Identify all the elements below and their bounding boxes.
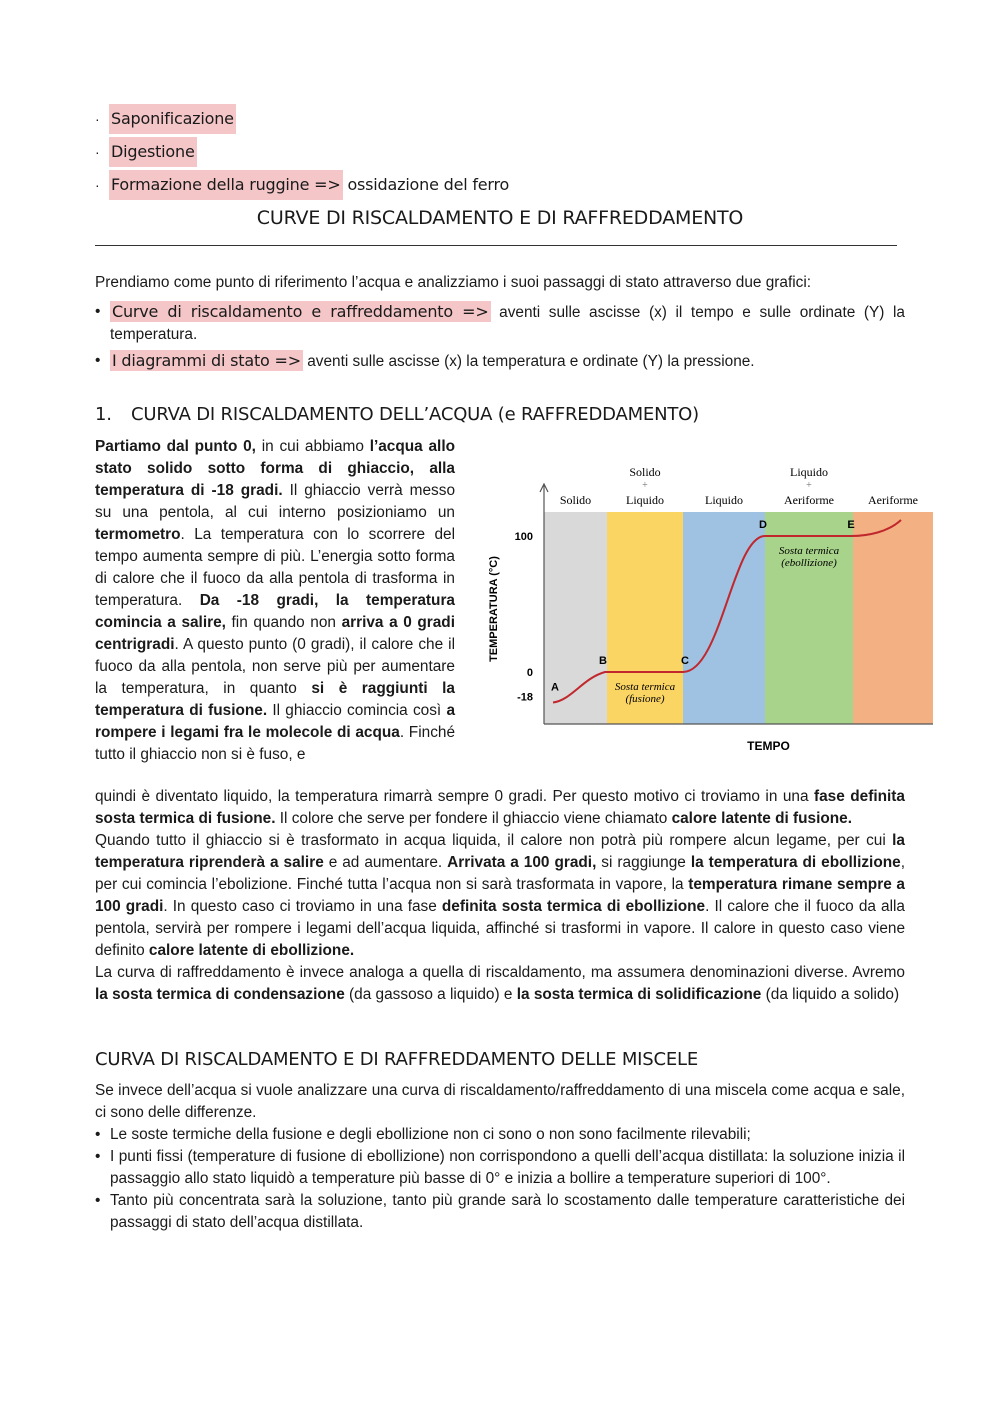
y-tick-label: -18: [517, 691, 533, 704]
list-item-text: aventi sulle ascisse (x) la temperatura e ordinate (Y) la pressione.: [302, 353, 755, 370]
point-label: C: [681, 655, 689, 667]
list-item-text: aventi sulle ascisse (x) il tempo e sulle ordinate (Y) la temperatura.: [110, 304, 905, 343]
point-label: D: [759, 519, 767, 531]
bullet-icon: •: [95, 1148, 101, 1165]
bullet-mark: ·: [95, 110, 100, 127]
bullet-icon: •: [95, 1126, 101, 1143]
point-label: B: [599, 655, 607, 667]
section-heading: CURVA DI RISCALDAMENTO E DI RAFFREDDAMENTO DELLE MISCELE: [95, 1049, 699, 1070]
phase-label: Liquido: [705, 493, 743, 507]
section-heading: [95, 404, 699, 426]
wrapped-paragraph: Partiamo dal punto 0, in cui abbiamo l’acqua allo stato solido sotto forma di ghiaccio, alla temperatura di -18 gradi. Il ghiaccio verrà messo su una pentola, al cui interno posizioniamo un termometro. La temperatura con lo scorrere del tempo aumenta sempre di più. L’energia sotto forma di calore che il fuoco da alla pentola di trasforma in temperatura. Da -18 gradi, la temperatura comincia a salire, fin quando non arriva a 0 gradi centrigradi. A questo punto (0 gradi), il calore che il fuoco da alla pentola, non serve più per aumentare la temperatura, in quanto si è raggiunti la temperatura di fusione. Il ghiaccio comincia così a rompere i legami fra le molecole di acqua. Finché tutto il ghiaccio non si è fuso, e: [95, 438, 456, 763]
list-item: [95, 350, 905, 373]
list-item: • Le soste termiche della fusione e degli ebollizione non ci sono o non sono facilmente rilevabili;: [95, 1124, 905, 1146]
bullet-mark: ·: [95, 143, 100, 160]
phase-label: Aeriforme: [784, 493, 834, 507]
highlighted-label: I diagrammi di stato =>: [112, 351, 301, 370]
phase-label-top: Solido: [629, 465, 661, 479]
phase-label-top: Liquido: [790, 465, 828, 479]
annotation-line1: Sosta termica: [778, 545, 840, 557]
phase-label: Liquido: [626, 493, 664, 507]
annotation-line1: Sosta termica: [614, 681, 676, 693]
bullet-icon: •: [95, 303, 101, 320]
phase-label-plus: +: [642, 480, 648, 491]
bullet-icon: •: [95, 1192, 101, 1209]
title-underline: [95, 245, 897, 246]
highlighted-label: Formazione della ruggine =>: [109, 170, 343, 200]
section-number: 1.: [95, 404, 112, 425]
y-tick-label: 0: [526, 667, 533, 679]
paragraph: quindi è diventato liquido, la temperatura rimarrà sempre 0 gradi. Per questo motivo ci troviamo in una fase definita sosta termica di fusione. Il colore che serve per fondere il ghiaccio viene chiamato calore latente di fusione.: [95, 788, 905, 827]
chart-svg: [483, 460, 935, 760]
list-item: [95, 135, 509, 168]
y-tick-label: 100: [514, 531, 533, 543]
intro-list: [95, 301, 905, 377]
heating-curve-chart: [483, 460, 935, 760]
phase-label-plus: +: [806, 480, 812, 491]
highlighted-label: Curve di riscaldamento e raffreddamento =>: [112, 302, 489, 321]
point-label: E: [847, 519, 855, 531]
point-label: A: [551, 681, 559, 694]
list-item: [95, 168, 509, 201]
phase-label: Aeriforme: [868, 493, 918, 507]
paragraph: Se invece dell’acqua si vuole analizzare una curva di riscaldamento/raffreddamento di una miscela come acqua e sale, ci sono delle differenze.: [95, 1082, 905, 1121]
bullet-icon: •: [95, 352, 101, 369]
phase-band: [853, 512, 933, 724]
section-title: CURVE DI RISCALDAMENTO E DI RAFFREDDAMENTO: [256, 207, 744, 229]
phase-label: Solido: [559, 493, 592, 507]
list-item: [95, 102, 509, 135]
highlighted-label: Saponificazione: [109, 104, 236, 134]
list-item-tail: ossidazione del ferro: [342, 174, 510, 194]
list-item: • I punti fissi (temperature di fusione di ebollizione) non corrispondono a quelli dell’acqua distillata: la soluzione inizia il passaggio allo stato liquidò a temperature più basse di 0° e inizia a bollire a temperature superiori di 100°.: [95, 1146, 905, 1190]
intro-paragraph: Prendiamo come punto di riferimento l’acqua e analizziamo i suoi passaggi di stato attraverso due grafici:: [95, 274, 812, 291]
list-item: • Tanto più concentrata sarà la soluzione, tanto più grande sarà lo scostamento dalle temperature caratteristiche dei passaggi di stato dell’acqua distillata.: [95, 1190, 905, 1234]
x-axis-label: TEMPO: [747, 739, 790, 753]
section-heading-text: CURVA DI RISCALDAMENTO DELL’ACQUA (e RAFFREDDAMENTO): [131, 404, 699, 425]
bullet-mark: ·: [95, 176, 100, 193]
annotation-line2: (ebollizione): [781, 557, 837, 569]
list-item: [95, 301, 905, 346]
highlighted-label: Digestione: [109, 137, 197, 167]
paragraph: Quando tutto il ghiaccio si è trasformato in acqua liquida, il calore non potrà più rompere alcun legame, per cui la temperatura riprenderà a salire e ad aumentare. Arrivata a 100 gradi, si raggiunge la temperatura di ebollizione, per cui comincia l’ebolizione. Finché tutta l’acqua non si sarà trasformata in vapore, la temperatura rimane sempre a 100 gradi. In questo caso ci troviamo in una fase definita sosta termica di ebollizione. Il calore che il fuoco da alla pentola, servirà per rompere i legami dell’acqua liquida, affinché si trasformi in vapore. Il calore in questo caso viene definito calore latente di ebollizione.: [95, 832, 905, 959]
paragraph: La curva di raffreddamento è invece analoga a quella di riscaldamento, ma assumera denominazioni diverse. Avremo la sosta termica di condensazione (da gassoso a liquido) e la sosta termica di solidificazione (da liquido a solido): [95, 964, 905, 1003]
phase-band: [765, 512, 853, 724]
annotation-line2: (fusione): [625, 693, 665, 705]
reaction-list: [95, 102, 509, 201]
y-axis-label: TEMPERATURA (°C): [488, 556, 500, 662]
mixture-list: [95, 1124, 905, 1234]
body-text: [95, 786, 905, 1006]
